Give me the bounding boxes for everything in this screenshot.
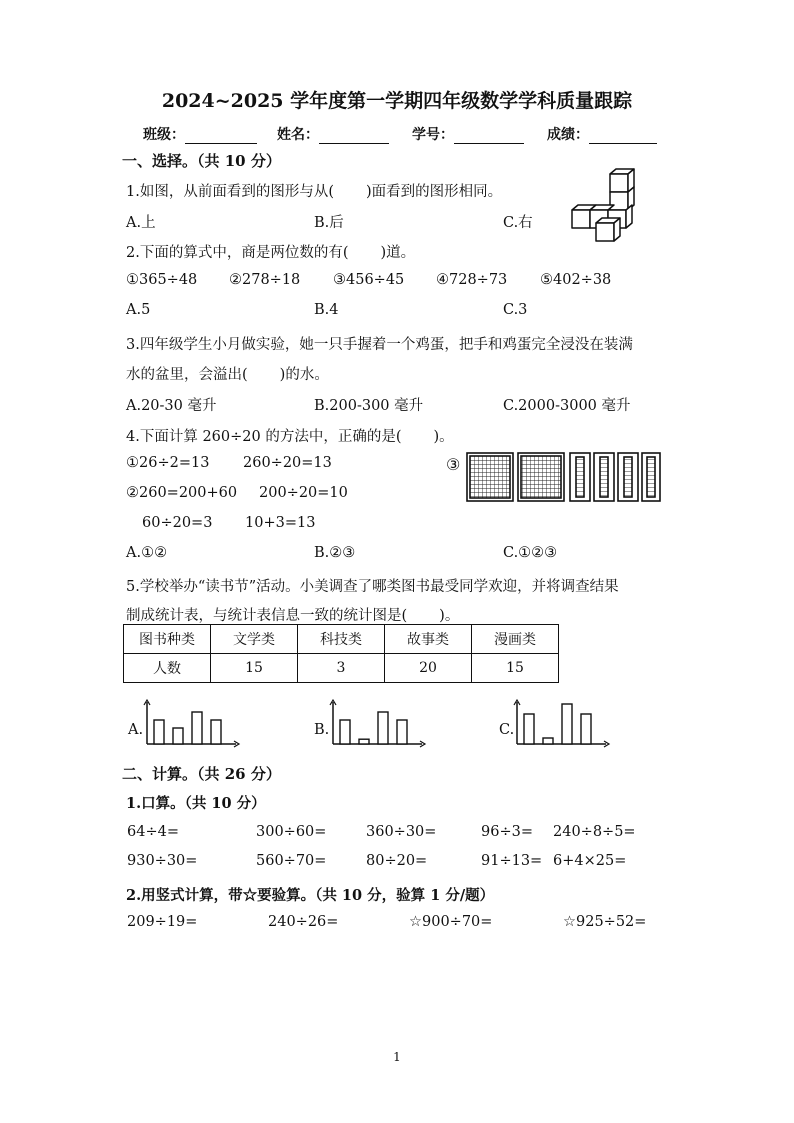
q2-text-b: )道。 — [380, 245, 416, 261]
vertical-calc-item: 209÷19= — [127, 914, 198, 930]
q4-text-a: 4.下面计算 260÷20 的方法中，正确的是( — [126, 429, 402, 445]
q4-option-a[interactable]: A.①② — [126, 545, 168, 561]
q2-expr-5: ⑤402÷38 — [540, 272, 612, 288]
q4-method-1a: ①26÷2=13 — [126, 455, 210, 471]
q4-method-2c: 60÷20=3 — [142, 515, 213, 531]
table-cell: 3 — [298, 654, 385, 683]
q3-option-c[interactable]: C.2000-3000 毫升 — [503, 398, 631, 414]
part-2-heading: 2.用竖式计算，带☆要验算。（共 10 分，验算 1 分/题） — [126, 887, 495, 904]
name-blank[interactable] — [319, 129, 389, 144]
base-ten-blocks-figure — [466, 452, 662, 504]
bar — [524, 714, 534, 744]
q3-text-a: 水的盆里，会溢出( — [126, 367, 248, 383]
q4-option-b[interactable]: B.②③ — [314, 545, 356, 561]
section-2-heading: 二、计算。（共 26 分） — [122, 765, 281, 783]
q1-text — [126, 180, 502, 201]
oral-calc-item: 91÷13= — [481, 853, 543, 869]
q5-line-1: 5.学校举办“读书节”活动。小美调查了哪类图书最受同学欢迎，并将调查结果 — [126, 579, 619, 595]
q1-text-b: )面看到的图形相同。 — [366, 184, 503, 200]
name-field — [277, 124, 389, 144]
vertical-calc-item: ☆925÷52= — [563, 914, 647, 930]
q2-expr-1: ①365÷48 — [126, 272, 198, 288]
q1-option-c[interactable]: C.右 — [503, 215, 533, 231]
cube-stack-figure — [566, 168, 646, 244]
bar — [397, 720, 407, 744]
bar — [562, 704, 572, 744]
bar — [378, 712, 388, 744]
oral-calc-item: 6+4×25= — [553, 853, 627, 869]
q3-text-b: )的水。 — [279, 367, 329, 383]
q2-option-a[interactable]: A.5 — [126, 302, 151, 318]
name-label: 姓名： — [277, 127, 319, 143]
oral-calc-item: 300÷60= — [256, 824, 327, 840]
bar — [340, 720, 350, 744]
q4-option-c[interactable]: C.①②③ — [503, 545, 558, 561]
class-label: 班级： — [143, 127, 185, 143]
bar — [154, 720, 164, 744]
q2-expr-2: ②278÷18 — [229, 272, 301, 288]
oral-calc-item: 930÷30= — [127, 853, 198, 869]
bar — [543, 738, 553, 744]
bar — [211, 720, 221, 744]
table-header-cell: 漫画类 — [472, 625, 559, 654]
q2-option-c[interactable]: C.3 — [503, 302, 528, 318]
q1-option-b[interactable]: B.后 — [314, 215, 344, 231]
q1-option-a[interactable]: A.上 — [126, 215, 156, 231]
score-field — [547, 124, 657, 144]
bar-graph-a[interactable] — [141, 700, 241, 750]
table-row — [124, 625, 559, 654]
q5-option-c[interactable]: C. — [499, 722, 515, 738]
bar — [581, 714, 591, 744]
oral-calc-item: 80÷20= — [366, 853, 428, 869]
table-cell: 人数 — [124, 654, 211, 683]
bar — [173, 728, 183, 744]
table-header-cell: 文学类 — [211, 625, 298, 654]
class-field — [143, 124, 257, 144]
id-blank[interactable] — [454, 129, 524, 144]
table-header-cell: 图书种类 — [124, 625, 211, 654]
q4-method-2b: 200÷20=10 — [259, 485, 348, 501]
q4-method-2d: 10+3=13 — [245, 515, 316, 531]
table-cell: 20 — [385, 654, 472, 683]
table-cell: 15 — [472, 654, 559, 683]
q4-text-b: )。 — [433, 429, 454, 445]
q2-text — [126, 241, 415, 262]
q3-line-2 — [126, 363, 329, 384]
q5-option-a[interactable]: A. — [128, 722, 144, 738]
q4-method-3-label: ③ — [446, 455, 461, 474]
class-blank[interactable] — [185, 129, 257, 144]
vertical-calc-item: 240÷26= — [268, 914, 339, 930]
table-row — [124, 654, 559, 683]
q2-option-b[interactable]: B.4 — [314, 302, 339, 318]
table-cell: 15 — [211, 654, 298, 683]
section-1-heading: 一、选择。（共 10 分） — [122, 152, 281, 170]
q1-text-a: 1.如图，从前面看到的图形与从( — [126, 184, 334, 200]
oral-calc-item: 64÷4= — [127, 824, 179, 840]
stats-table — [123, 624, 559, 683]
bar-graph-b[interactable] — [327, 700, 427, 750]
part-1-heading: 1.口算。（共 10 分） — [126, 795, 266, 812]
q2-expr-4: ④728÷73 — [436, 272, 508, 288]
q5-line-2 — [126, 604, 459, 625]
bar — [359, 739, 369, 744]
q5-text-b: )。 — [439, 608, 460, 624]
table-header-cell: 故事类 — [385, 625, 472, 654]
vertical-calc-item: ☆900÷70= — [409, 914, 493, 930]
q4-text — [126, 425, 454, 446]
q4-method-2a: ②260=200+60 — [126, 485, 238, 501]
q2-text-a: 2.下面的算式中，商是两位数的有( — [126, 245, 349, 261]
q5-text-a: 制成统计表，与统计表信息一致的统计图是( — [126, 608, 408, 624]
page-number: 1 — [393, 1050, 401, 1064]
table-header-cell: 科技类 — [298, 625, 385, 654]
oral-calc-item: 560÷70= — [256, 853, 327, 869]
q5-option-b[interactable]: B. — [314, 722, 330, 738]
q2-expr-3: ③456÷45 — [333, 272, 405, 288]
oral-calc-item: 240÷8÷5= — [553, 824, 636, 840]
score-blank[interactable] — [589, 129, 657, 144]
q4-method-1b: 260÷20=13 — [243, 455, 332, 471]
id-label: 学号： — [412, 127, 454, 143]
bar-graph-c[interactable] — [511, 700, 611, 750]
q3-option-b[interactable]: B.200-300 毫升 — [314, 398, 424, 414]
oral-calc-item: 96÷3= — [481, 824, 533, 840]
oral-calc-item: 360÷30= — [366, 824, 437, 840]
q3-line-1: 3.四年级学生小月做实验，她一只手握着一个鸡蛋，把手和鸡蛋完全浸没在装满 — [126, 337, 633, 353]
score-label: 成绩： — [547, 127, 589, 143]
page-title: 2024~2025 学年度第一学期四年级数学学科质量跟踪 — [161, 90, 633, 112]
id-field — [412, 124, 524, 144]
q3-option-a[interactable]: A.20-30 毫升 — [126, 398, 217, 414]
bar — [192, 712, 202, 744]
